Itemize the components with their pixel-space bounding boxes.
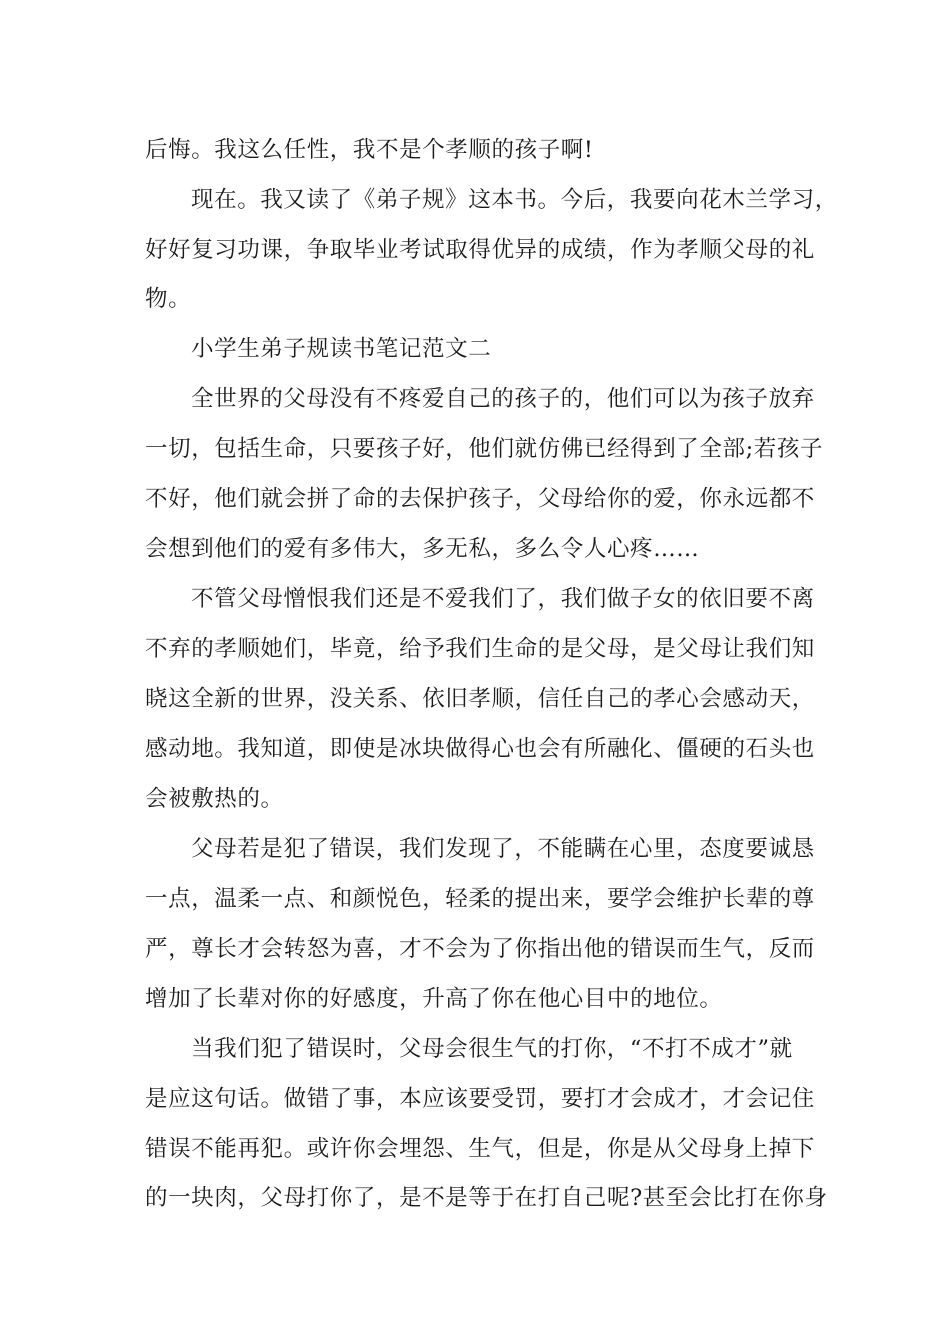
text-line: 好好复习功课，争取毕业考试取得优异的成绩，作为孝顺父母的礼 <box>145 237 815 263</box>
text-line: 错误不能再犯。或许你会埋怨、生气，但是，你是从父母身上掉下 <box>145 1136 815 1162</box>
text-line: 晓这全新的世界，没关系、依旧孝顺，信任自己的孝心会感动天， <box>145 686 815 712</box>
paragraph-start-line: 当我们犯了错误时，父母会很生气的打你，“不打不成才”就 <box>191 1036 793 1062</box>
text-line: 感动地。我知道，即使是冰块做得心也会有所融化、僵硬的石头也 <box>145 736 815 762</box>
paragraph-start-line: 父母若是犯了错误，我们发现了，不能瞒在心里，态度要诚恳 <box>191 836 815 862</box>
text-line: 不弃的孝顺她们，毕竟，给予我们生命的是父母，是父母让我们知 <box>145 636 815 662</box>
text-line: 增加了长辈对你的好感度，升高了你在他心目中的地位。 <box>145 986 723 1012</box>
text-line: 会被敷热的。 <box>145 786 284 812</box>
text-line: 物。 <box>145 286 192 312</box>
text-line: 的一块肉，父母打你了，是不是等于在打自己呢?甚至会比打在你身 <box>145 1185 828 1211</box>
text-line: 严，尊长才会转怒为喜，才不会为了你指出他的错误而生气，反而 <box>145 936 815 962</box>
text-line: 后悔。我这么任性，我不是个孝顺的孩子啊! <box>145 137 594 163</box>
text-line: 是应这句话。做错了事，本应该要受罚，要打才会成才，才会记住 <box>145 1086 815 1112</box>
section-heading: 小学生弟子规读书笔记范文二 <box>191 336 492 362</box>
paragraph-start-line: 不管父母憎恨我们还是不爱我们了，我们做子女的依旧要不离 <box>191 586 815 612</box>
paragraph-start-line: 现在。我又读了《弟子规》这本书。今后，我要向花木兰学习， <box>191 187 838 213</box>
paragraph-start-line: 全世界的父母没有不疼爱自己的孩子的，他们可以为孩子放弃 <box>191 386 815 412</box>
text-line: 不好，他们就会拼了命的去保护孩子，父母给你的爱，你永远都不 <box>145 486 815 512</box>
text-line: 会想到他们的爱有多伟大，多无私，多么令人心疼…… <box>145 536 700 562</box>
text-line: 一切，包括生命，只要孩子好，他们就仿佛已经得到了全部;若孩子 <box>145 436 824 462</box>
text-line: 一点，温柔一点、和颜悦色，轻柔的提出来，要学会维护长辈的尊 <box>145 886 815 912</box>
